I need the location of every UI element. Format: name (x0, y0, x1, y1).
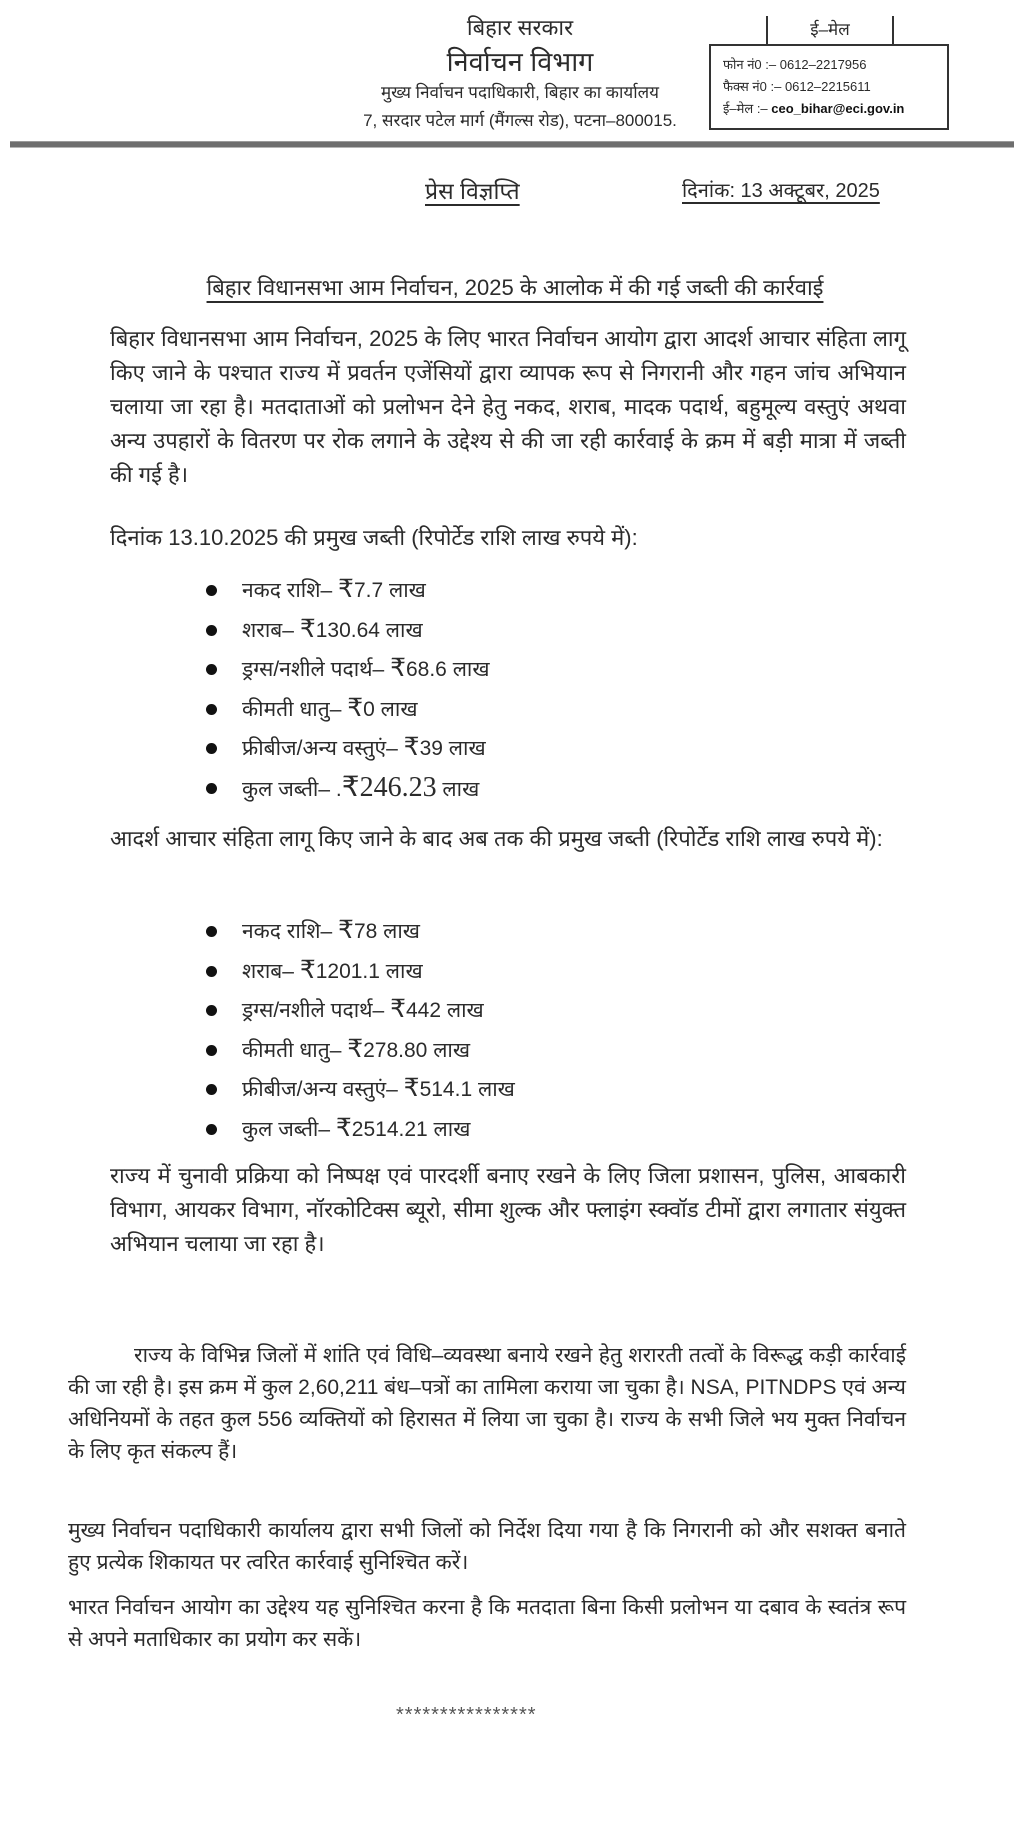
government-name: बिहार सरकार (466, 15, 574, 40)
item-amount: 246.23 (359, 771, 437, 803)
bullet-icon (206, 1005, 217, 1016)
item-amount: 78 (353, 920, 378, 943)
item-amount: 514.1 (419, 1078, 473, 1102)
item-amount: 7.7 (353, 579, 384, 602)
bullet-icon (206, 704, 217, 715)
item-label: कीमती धातु– (242, 1038, 348, 1062)
list-item (206, 649, 490, 689)
list-item (206, 951, 515, 991)
item-label: कुल जब्ती– (242, 1117, 336, 1141)
item-unit: लाख (442, 737, 486, 761)
item-unit: लाख (436, 777, 480, 801)
list-item-total (206, 768, 490, 808)
item-label: शराब– (242, 618, 300, 642)
bullet-icon (206, 625, 217, 636)
bullet-icon (206, 1084, 217, 1095)
item-unit: लाख (379, 618, 423, 642)
rupee-icon: ₹ (347, 1034, 364, 1063)
phone-row (723, 54, 947, 76)
rupee-icon: ₹ (299, 614, 316, 643)
press-release-date: दिनांक: 13 अक्टूबर, 2025 (682, 180, 880, 202)
item-amount: 442 (405, 999, 442, 1023)
item-label: नकद राशि– (242, 920, 339, 943)
item-unit: लाख (383, 579, 426, 602)
list-item (206, 689, 490, 729)
item-amount: 0 (363, 697, 375, 721)
rupee-icon: ₹ (390, 654, 406, 683)
item-label: फ्रीबीज/अन्य वस्तुएं– (242, 737, 404, 761)
rupee-icon: ₹ (338, 575, 354, 603)
intro-paragraph: बिहार विधानसभा आम निर्वाचन, 2025 के लिए भारत निर्वाचन आयोग द्वारा आदर्श आचार संहिता लागू किए जाने के पश्चात राज्य में प्रवर्तन एजेंसियों द्वारा व्यापक रूप से निगरानी और गहन जांच अभियान चलाया जा रहा है। मतदाताओं को प्रलोभन देने हेतु नकद, शराब, मादक पदार्थ, बहुमूल्य वस्तुएं अथवा अन्य उपहारों के वितरण पर रोक लगाने के उद्देश्य से की जा रही कार्रवाई के क्रम में बड़ी मात्रा में जब्ती की गई है। (110, 326, 906, 487)
list-item (206, 1030, 515, 1070)
phone-label: फोन नं0 :– (723, 57, 780, 72)
subject-heading: बिहार विधानसभा आम निर्वाचन, 2025 के आलोक में की गई जब्ती की कार्रवाई (206, 275, 824, 300)
phone-number: 0612–2217956 (779, 57, 867, 72)
agencies-paragraph: राज्य में चुनावी प्रक्रिया को निष्पक्ष एवं पारदर्शी बनाए रखने के लिए जिला प्रशासन, पुलिस, आबकारी विभाग, आयकर विभाग, नॉरकोटिक्स ब्यूरो, सीमा शुल्क और फ्लाइंग स्क्वॉड टीमों द्वारा लगातार संयुक्त अभियान चलाया जा रहा है। (110, 1163, 906, 1256)
item-unit: लाख (472, 1078, 515, 1102)
item-unit: लाख (374, 697, 418, 721)
item-unit: लाख (427, 1038, 471, 1062)
rupee-icon: ₹ (390, 995, 406, 1024)
cumulative-seizure-heading: आदर्श आचार संहिता लागू किए जाने के बाद अब तक की प्रमुख जब्ती (रिपोर्टेड राशि लाख रुपये में): (110, 826, 883, 851)
email-address[interactable]: ceo_bihar@eci.gov.in (771, 101, 905, 116)
office-address: 7, सरदार पटेल मार्ग (मैंगल्स रोड), पटना–800015. (363, 111, 677, 130)
list-item (206, 610, 490, 650)
rupee-icon: ₹ (335, 1113, 352, 1142)
item-amount: 130.64 (315, 618, 380, 642)
email-row (723, 98, 947, 120)
item-amount: 278.80 (363, 1038, 428, 1062)
item-amount: 2514.21 (351, 1117, 428, 1141)
bullet-icon (206, 1124, 217, 1135)
contact-box (709, 44, 949, 130)
item-amount: 68.6 (405, 658, 447, 682)
rupee-icon: ₹ (403, 733, 420, 762)
press-release-title: प्रेस विज्ञप्ति (425, 178, 520, 204)
bullet-icon (206, 743, 217, 754)
list-item (206, 990, 515, 1030)
item-label: शराब– (242, 959, 300, 983)
rupee-icon: ₹ (338, 916, 354, 944)
directive-paragraph: मुख्य निर्वाचन पदाधिकारी कार्यालय द्वारा सभी जिलों को निर्देश दिया गया है कि निगरानी को और सशक्त बनाते हुए प्रत्येक शिकायत पर त्वरित कार्रवाई सुनिश्चित करें। (68, 1519, 906, 1574)
rupee-icon: ₹ (299, 955, 316, 984)
item-amount: 1201.1 (315, 959, 380, 983)
item-unit: लाख (441, 999, 484, 1023)
bullet-icon (206, 966, 217, 977)
item-label: फ्रीबीज/अन्य वस्तुएं– (242, 1078, 404, 1102)
item-unit: लाख (379, 959, 423, 983)
bullet-icon (206, 926, 217, 937)
rupee-icon: ₹ (347, 693, 364, 722)
office-name: मुख्य निर्वाचन पदाधिकारी, बिहार का कार्यालय (380, 83, 660, 102)
department-name: निर्वाचन विभाग (446, 47, 594, 77)
item-amount: 39 (419, 737, 443, 761)
item-label: नकद राशि– (242, 579, 339, 602)
email-tab-label: ई–मेल (766, 16, 894, 44)
daily-seizure-heading: दिनांक 13.10.2025 की प्रमुख जब्ती (रिपोर्टेड राशि लाख रुपये में): (110, 525, 638, 550)
item-unit: लाख (377, 920, 420, 943)
bullet-icon (206, 1045, 217, 1056)
rupee-icon: ₹ (341, 771, 360, 803)
item-label: कीमती धातु– (242, 697, 348, 721)
email-label: ई–मेल :– (723, 101, 772, 116)
list-item (206, 911, 515, 951)
bullet-icon (206, 585, 217, 596)
list-item (206, 728, 490, 768)
cumulative-seizure-list (206, 911, 515, 1149)
item-unit: लाख (446, 658, 490, 682)
item-label: ड्रग्स/नशीले पदार्थ– (242, 658, 391, 682)
list-item (206, 1069, 515, 1109)
item-label: ड्रग्स/नशीले पदार्थ– (242, 999, 391, 1023)
bullet-icon (206, 783, 217, 794)
bullet-icon (206, 664, 217, 675)
law-order-paragraph: राज्य के विभिन्न जिलों में शांति एवं विधि–व्यवस्था बनाये रखने हेतु शरारती तत्वों के विरूद्ध कड़ी कार्रवाई की जा रही है। इस क्रम में कुल 2,60,211 बंध–पत्रों का तामिला कराया जा चुका है। NSA, PITNDPS एवं अन्य अधिनियमों के तहत कुल 556 व्यक्तियों को हिरासत में लिया जा चुका है। राज्य के सभी जिले भय मुक्त निर्वाचन के लिए कृत संकल्प हैं। (68, 1344, 906, 1463)
item-unit: लाख (427, 1117, 471, 1141)
fax-label: फैक्स नं0 :– (723, 79, 785, 94)
fax-row (723, 76, 947, 98)
objective-paragraph: भारत निर्वाचन आयोग का उद्देश्य यह सुनिश्चित करना है कि मतदाता बिना किसी प्रलोभन या दबाव के स्वतंत्र रूप से अपने मताधिकार का प्रयोग कर सकें। (68, 1596, 906, 1651)
daily-seizure-list (206, 570, 490, 808)
item-label: कुल जब्ती– . (242, 777, 342, 801)
end-separator: **************** (396, 1704, 537, 1726)
header-divider (10, 141, 1014, 148)
fax-number: 0612–2215611 (784, 79, 871, 94)
list-item (206, 570, 490, 610)
rupee-icon: ₹ (403, 1074, 420, 1103)
list-item-total (206, 1109, 515, 1149)
